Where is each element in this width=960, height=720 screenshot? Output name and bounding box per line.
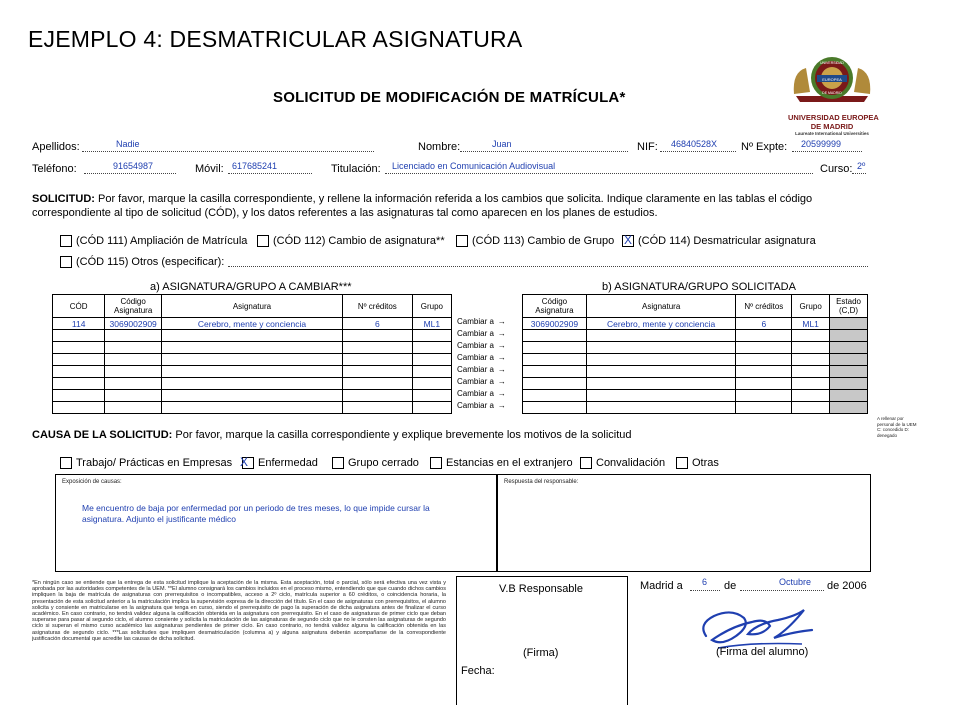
table-a-cell[interactable]: [162, 366, 343, 378]
arrow-right-icon: →: [497, 377, 506, 386]
table-a-cell[interactable]: [105, 390, 162, 402]
table-b-cell[interactable]: [830, 318, 868, 330]
checkbox-cod-111[interactable]: [60, 235, 72, 247]
table-b-cell[interactable]: [736, 330, 792, 342]
cambiar-column: [457, 316, 519, 412]
footnotes: *En ningún caso se entiende que la entrega de esta solicitud implique la aceptación de la misma. Esta aceptación, total o parcial, sólo será efectiva una vez vista y aprobada por las autoridades competentes de la UEM. **El alumno consignará los cambios incluidos en el proceso mismo, entendiendo que que cuando dichos cambios impliquen la baja de matrícula de asignaturas con prerrequisitos o incompatibles, acceso a 2º ciclo, matrícula superior a 60 créditos, o coincidencia horaria, la presentación de esta solicitud anterior a la matriculación implica la supervisión expresa de la dirección del título. En el caso de asignaturas con prerrequisitos, el alumno solicita y consiente en matricularse en la asignatura que tenga en curso, siendo el prerrequisito de pago la superación de dicha asignatura antes de finalizar el curso académico. En caso contrario, no tendrá validez alguna la calificación obtenida en la asignatura con prerrequisito. En el caso de asignaturas de primer ciclo que deban superarse para pasar al segundo ciclo, el alumno consiente y solicita la matriculación de las asignaturas de segundo ciclo que no le consten las asignaturas de segundo ciclo si superan el mismo curso académico las asignaturas pendientes de primer ciclo. En caso contrario, no tendrá validez alguna la calificación obtenida en las asignaturas de segundo ciclo. ***Las solicitudes que impliquen desmatriculación (columna a) y alguna asignatura deberán acompañarse de la correspondiente justificación documental que acredite las causas de dicha solicitud.: [32, 580, 446, 642]
respuesta-box[interactable]: [497, 474, 871, 572]
table-a-cell[interactable]: [342, 402, 412, 414]
solicitud-text-2: correspondiente al tipo de solicitud (CÓD), y los datos referentes a las asignaturas tal como aparecen en los planes de estudios.: [32, 207, 658, 219]
table-b-cell[interactable]: [830, 402, 868, 414]
table-a-cell[interactable]: [162, 378, 343, 390]
table-a-cell[interactable]: [412, 378, 451, 390]
nif-label: NIF:: [637, 141, 658, 153]
cambiar-a-label: Cambiar a: [457, 317, 494, 326]
table-a-row: [53, 366, 452, 378]
table-b-cell[interactable]: [523, 390, 587, 402]
option-trabajo-label: Trabajo/ Prácticas en Empresas: [76, 457, 233, 469]
movil-value[interactable]: 617685241: [232, 161, 278, 171]
table-a-row: [53, 390, 452, 402]
table-a-cell[interactable]: [105, 354, 162, 366]
table-b-cell[interactable]: [523, 342, 587, 354]
table-b-header-grupo: Grupo: [792, 295, 830, 318]
svg-text:DE MADRID: DE MADRID: [822, 91, 842, 95]
table-a-header-asignatura: Asignatura: [162, 295, 343, 318]
option-cod-111-label: (CÓD 111) Ampliación de Matrícula: [76, 235, 248, 247]
table-b-cell[interactable]: [736, 390, 792, 402]
checkbox-estancias[interactable]: [430, 457, 442, 469]
table-b-cell[interactable]: [736, 378, 792, 390]
table-a-row: [53, 330, 452, 342]
slide-title: EJEMPLO 4: DESMATRICULAR ASIGNATURA: [28, 26, 523, 52]
table-b-cell[interactable]: [830, 330, 868, 342]
table-a-header-grupo: Grupo: [412, 295, 451, 318]
table-a-cell[interactable]: [53, 342, 105, 354]
causa-heading: CAUSA DE LA SOLICITUD:: [32, 429, 173, 441]
vb-box[interactable]: [456, 576, 628, 705]
table-b-row: [523, 378, 868, 390]
table-a-header-row: [53, 295, 452, 318]
table-a-header-cod: CÓD: [53, 295, 105, 318]
option-otras-label: Otras: [692, 457, 719, 469]
table-b-cell[interactable]: 6: [736, 318, 792, 330]
checkbox-otras[interactable]: [676, 457, 688, 469]
cambiar-a-label: Cambiar a: [457, 365, 494, 374]
curso-value[interactable]: 2º: [857, 161, 866, 171]
telefono-label: Teléfono:: [32, 163, 77, 175]
option-convalidacion-label: Convalidación: [596, 457, 666, 469]
arrow-right-icon: →: [497, 341, 506, 350]
table-b-cell[interactable]: 3069002909: [523, 318, 587, 330]
table-a-cell[interactable]: [162, 354, 343, 366]
table-b-cell[interactable]: [523, 402, 587, 414]
form-title: SOLICITUD DE MODIFICACIÓN DE MATRÍCULA*: [273, 89, 626, 106]
logo-line1: UNIVERSIDAD EUROPEA: [788, 113, 879, 122]
table-b-header-codigo: Código Asignatura: [523, 295, 587, 318]
table-b-row: [523, 390, 868, 402]
causa-paragraph: [32, 428, 632, 442]
svg-text:EUROPEA: EUROPEA: [822, 77, 842, 82]
expte-label: Nº Expte:: [741, 141, 788, 153]
table-a-header-creditos: Nº créditos: [342, 295, 412, 318]
cambiar-a-item: [457, 388, 519, 400]
table-a-row: [53, 378, 452, 390]
curso-label: Curso:: [820, 163, 853, 175]
university-logo: [788, 50, 879, 136]
otros-line[interactable]: [228, 256, 868, 267]
table-b-cell[interactable]: [792, 366, 830, 378]
causa-text: Por favor, marque la casilla correspondiente y explique brevemente los motivos de la solicitud: [172, 429, 632, 441]
cambiar-a-label: Cambiar a: [457, 341, 494, 350]
table-a-cell[interactable]: [53, 366, 105, 378]
table-a-cell[interactable]: [412, 402, 451, 414]
table-b-cell[interactable]: Cerebro, mente y conciencia: [586, 318, 736, 330]
cambiar-a-item: [457, 400, 519, 412]
arrow-right-icon: →: [497, 401, 506, 410]
table-a-cell[interactable]: [412, 354, 451, 366]
table-a-cell[interactable]: [412, 342, 451, 354]
logo-line2: DE MADRID: [810, 122, 854, 131]
nombre-value[interactable]: Juan: [492, 139, 512, 149]
date-suffix: de 2006: [827, 580, 867, 592]
table-a-title: a) ASIGNATURA/GRUPO A CAMBIAR***: [150, 281, 352, 293]
arrow-right-icon: →: [497, 353, 506, 362]
table-b-cell[interactable]: [792, 378, 830, 390]
table-b-cell[interactable]: [830, 342, 868, 354]
table-b-cell[interactable]: [586, 402, 736, 414]
table-a-header-codigo: Código Asignatura: [105, 295, 162, 318]
table-b-cell[interactable]: [736, 342, 792, 354]
cambiar-a-label: Cambiar a: [457, 401, 494, 410]
table-a-cell[interactable]: [53, 330, 105, 342]
table-a-cell[interactable]: [342, 354, 412, 366]
table-b-cell[interactable]: [586, 378, 736, 390]
table-b-cell[interactable]: [830, 378, 868, 390]
nombre-line: [460, 141, 628, 152]
table-b-cell[interactable]: [830, 390, 868, 402]
logo-line3: Laureate International Universities: [795, 131, 869, 136]
table-a-cell[interactable]: [342, 342, 412, 354]
checkbox-cod-112[interactable]: [257, 235, 269, 247]
table-b-header-estado: Estado (C,D): [830, 295, 868, 318]
fecha-label: Fecha:: [461, 665, 495, 677]
cambiar-a-label: Cambiar a: [457, 377, 494, 386]
table-b-header-asignatura: Asignatura: [586, 295, 736, 318]
titulacion-value[interactable]: Licenciado en Comunicación Audiovisual: [392, 161, 556, 171]
apellidos-value[interactable]: Nadie: [116, 139, 140, 149]
date-prefix: Madrid a: [640, 580, 683, 592]
arrow-right-icon: →: [497, 317, 506, 326]
arrow-right-icon: →: [497, 365, 506, 374]
table-a-cell[interactable]: [105, 342, 162, 354]
table-b-row: [523, 342, 868, 354]
cambiar-a-label: Cambiar a: [457, 353, 494, 362]
table-b-side-note: A rellenar por personal de la UEM C: concedido D: denegado: [877, 416, 917, 438]
table-a-cell[interactable]: [342, 378, 412, 390]
table-a: [52, 294, 452, 414]
table-b-cell[interactable]: [523, 330, 587, 342]
table-b-cell[interactable]: [523, 378, 587, 390]
table-a-cell[interactable]: [105, 366, 162, 378]
titulacion-label: Titulación:: [331, 163, 381, 175]
table-b-cell[interactable]: [523, 366, 587, 378]
table-b-cell[interactable]: [792, 330, 830, 342]
table-a-cell[interactable]: 114: [53, 318, 105, 330]
option-cod-114-label: (CÓD 114) Desmatricular asignatura: [638, 235, 816, 247]
option-cod-113-label: (CÓD 113) Cambio de Grupo: [472, 235, 615, 247]
exposicion-text: Me encuentro de baja por enfermedad por un periodo de tres meses, lo que impide cursar la asignatura. Adjunto el justificante médico: [82, 503, 430, 524]
option-enfermedad-label: Enfermedad: [258, 457, 318, 469]
option-grupo-cerrado-label: Grupo cerrado: [348, 457, 419, 469]
table-b-cell[interactable]: [830, 366, 868, 378]
checkbox-cod-114-mark: X: [624, 233, 633, 247]
cambiar-a-item: [457, 316, 519, 328]
table-b-cell[interactable]: ML1: [792, 318, 830, 330]
table-b: [522, 294, 868, 414]
cambiar-a-item: [457, 352, 519, 364]
table-a-cell[interactable]: 3069002909: [105, 318, 162, 330]
table-b-cell[interactable]: [792, 402, 830, 414]
table-a-cell[interactable]: [162, 342, 343, 354]
telefono-value[interactable]: 91654987: [113, 161, 154, 171]
expte-value[interactable]: 20599999: [801, 139, 842, 149]
table-b-row: [523, 402, 868, 414]
table-a-cell[interactable]: ML1: [412, 318, 451, 330]
table-b-row: [523, 330, 868, 342]
solicitud-paragraph: [32, 192, 872, 220]
table-a-row: [53, 318, 452, 330]
table-b-cell[interactable]: [736, 402, 792, 414]
cambiar-a-item: [457, 328, 519, 340]
table-a-cell[interactable]: [342, 366, 412, 378]
table-a-cell[interactable]: [342, 390, 412, 402]
cambiar-a-item: [457, 364, 519, 376]
checkbox-enfermedad-mark: X: [240, 455, 249, 469]
date-de1: de: [724, 580, 737, 592]
svg-text:UNIVERSIDAD: UNIVERSIDAD: [820, 61, 844, 65]
exposicion-label: Exposición de causas:: [62, 479, 122, 485]
table-a-cell[interactable]: [412, 366, 451, 378]
table-a-cell[interactable]: [53, 378, 105, 390]
table-b-cell[interactable]: [736, 366, 792, 378]
solicitud-text-1: Por favor, marque la casilla correspondiente, y rellene la información referida a los cambios que solicita. Indique claramente en las tablas el código: [94, 193, 813, 205]
vb-label: V.B Responsable: [499, 583, 583, 595]
table-a-cell[interactable]: [53, 390, 105, 402]
table-a-row: [53, 402, 452, 414]
cambiar-a-label: Cambiar a: [457, 329, 494, 338]
option-estancias-label: Estancias en el extranjero: [446, 457, 573, 469]
table-a-cell[interactable]: [412, 390, 451, 402]
firma-label: (Firma): [523, 647, 559, 659]
checkbox-cod-113[interactable]: [456, 235, 468, 247]
table-b-cell[interactable]: [792, 390, 830, 402]
crest-icon: [788, 50, 876, 108]
checkbox-cod-115[interactable]: [60, 256, 72, 268]
cambiar-a-label: Cambiar a: [457, 389, 494, 398]
table-a-cell[interactable]: 6: [342, 318, 412, 330]
table-a-cell[interactable]: [162, 330, 343, 342]
date-month-value[interactable]: Octubre: [779, 577, 812, 587]
checkbox-trabajo[interactable]: [60, 457, 72, 469]
table-b-row: [523, 318, 868, 330]
cambiar-a-item: [457, 376, 519, 388]
firma-alumno-label: (Firma del alumno): [716, 646, 809, 658]
table-b-header-row: [523, 295, 868, 318]
respuesta-label: Respuesta del responsable:: [504, 479, 579, 485]
table-a-row: [53, 354, 452, 366]
checkbox-grupo-cerrado[interactable]: [332, 457, 344, 469]
table-b-title: b) ASIGNATURA/GRUPO SOLICITADA: [602, 281, 796, 293]
table-b-row: [523, 366, 868, 378]
table-a-cell[interactable]: Cerebro, mente y conciencia: [162, 318, 343, 330]
table-a-cell[interactable]: [342, 330, 412, 342]
table-b-header-creditos: Nº créditos: [736, 295, 792, 318]
nombre-label: Nombre:: [418, 141, 461, 153]
table-b-cell[interactable]: [736, 354, 792, 366]
table-a-cell[interactable]: [53, 354, 105, 366]
table-b-cell[interactable]: [586, 354, 736, 366]
table-b-cell[interactable]: [792, 342, 830, 354]
table-a-cell[interactable]: [105, 402, 162, 414]
table-b-cell[interactable]: [523, 354, 587, 366]
exposicion-box[interactable]: [55, 474, 497, 572]
table-a-cell[interactable]: [105, 330, 162, 342]
arrow-right-icon: →: [497, 329, 506, 338]
checkbox-convalidacion[interactable]: [580, 457, 592, 469]
table-b-cell[interactable]: [792, 354, 830, 366]
table-b-cell[interactable]: [586, 390, 736, 402]
option-cod-115-label: (CÓD 115) Otros (especificar):: [76, 256, 225, 268]
table-b-cell[interactable]: [586, 366, 736, 378]
movil-label: Móvil:: [195, 163, 224, 175]
date-day-value[interactable]: 6: [702, 577, 708, 587]
option-cod-112-label: (CÓD 112) Cambio de asignatura**: [273, 235, 445, 247]
table-a-cell[interactable]: [105, 378, 162, 390]
table-a-cell[interactable]: [162, 402, 343, 414]
table-a-cell[interactable]: [162, 390, 343, 402]
nif-value[interactable]: 46840528X: [671, 139, 718, 149]
table-a-cell[interactable]: [412, 330, 451, 342]
solicitud-heading: SOLICITUD:: [32, 193, 95, 205]
table-a-row: [53, 342, 452, 354]
table-b-cell[interactable]: [586, 330, 736, 342]
table-b-row: [523, 354, 868, 366]
cambiar-a-item: [457, 340, 519, 352]
table-b-cell[interactable]: [830, 354, 868, 366]
table-a-cell[interactable]: [53, 402, 105, 414]
table-b-cell[interactable]: [586, 342, 736, 354]
arrow-right-icon: →: [497, 389, 506, 398]
apellidos-label: Apellidos:: [32, 141, 80, 153]
